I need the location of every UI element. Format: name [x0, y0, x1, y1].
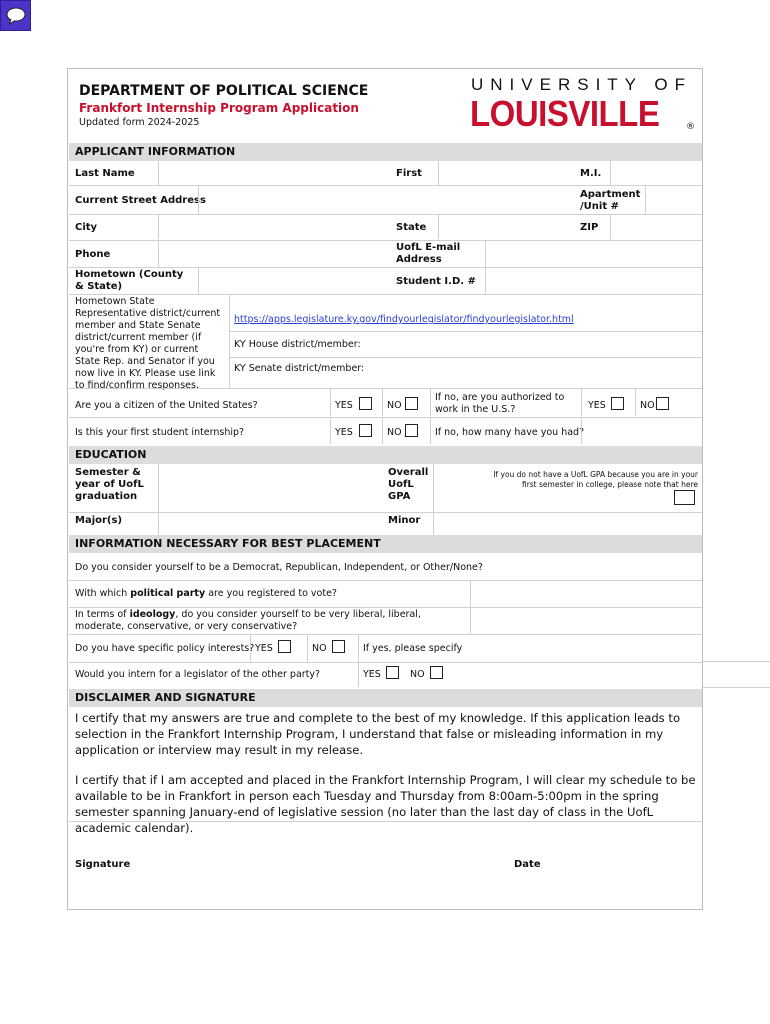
policy-no-label: NO: [312, 643, 327, 654]
policy-no-checkbox[interactable]: [332, 640, 345, 653]
zip-label: ZIP: [580, 222, 599, 233]
citizen-yes-checkbox[interactable]: [359, 397, 372, 410]
how-many-field[interactable]: [581, 419, 702, 443]
department-title: DEPARTMENT OF POLITICAL SCIENCE: [79, 83, 369, 99]
disclaimer-section-header: DISCLAIMER AND SIGNATURE: [69, 689, 702, 707]
hometown-label: Hometown (County & State): [75, 269, 184, 292]
logo-university-of: UNIVERSITY OF: [471, 75, 693, 94]
authorized-no-label: NO: [640, 400, 655, 411]
first-internship-question: Is this your first student internship?: [75, 427, 245, 438]
citizen-yes-label: YES: [335, 400, 353, 411]
party-identity-question: Do you consider yourself to be a Democrat, Republican, Independent, or Other/None?: [75, 562, 483, 573]
citizen-no-label: NO: [387, 400, 402, 411]
other-party-question: Would you intern for a legislator of the other party?: [75, 669, 321, 680]
graduation-field[interactable]: [158, 465, 383, 511]
ky-house-label: KY House district/member:: [234, 339, 361, 350]
authorized-yes-label: YES: [588, 400, 606, 411]
page-guide-line: [703, 661, 770, 662]
street-address-field[interactable]: [198, 187, 578, 213]
hometown-field[interactable]: [198, 269, 388, 293]
ideology-question: In terms of ideology, do you consider yourself to be very liberal, liberal, moderate, conservative, or very conservative?: [75, 609, 421, 632]
internship-no-checkbox[interactable]: [405, 424, 418, 437]
policy-specify-label: If yes, please specify: [363, 643, 463, 654]
citizen-question: Are you a citizen of the United States?: [75, 400, 258, 411]
applicant-section-header: APPLICANT INFORMATION: [69, 143, 702, 161]
signature-label: Signature: [75, 859, 131, 870]
email-field[interactable]: [485, 242, 702, 266]
minor-label: Minor: [388, 515, 421, 526]
other-party-yes-checkbox[interactable]: [386, 666, 399, 679]
majors-label: Major(s): [75, 515, 123, 526]
logo-louisville: LOUISVILLE: [470, 93, 660, 134]
ky-senate-label: KY Senate district/member:: [234, 363, 365, 374]
minor-field[interactable]: [433, 513, 702, 533]
middle-initial-label: M.I.: [580, 168, 602, 179]
last-name-field[interactable]: [158, 162, 388, 184]
state-field[interactable]: [438, 216, 578, 238]
registered-party-field[interactable]: [470, 581, 702, 605]
internship-yes-label: YES: [335, 427, 353, 438]
apartment-label: Apartment /Unit #: [580, 189, 641, 212]
policy-yes-label: YES: [255, 643, 273, 654]
application-form: [67, 68, 703, 910]
how-many-question: If no, how many have you had?: [435, 427, 585, 438]
city-field[interactable]: [158, 216, 388, 238]
program-subtitle: Frankfort Internship Program Application: [79, 101, 359, 115]
student-id-label: Student I.D. #: [396, 276, 476, 287]
middle-initial-field[interactable]: [610, 162, 702, 184]
chat-button[interactable]: [0, 0, 31, 31]
updated-note: Updated form 2024-2025: [79, 117, 200, 128]
last-name-label: Last Name: [75, 168, 135, 179]
other-party-no-checkbox[interactable]: [430, 666, 443, 679]
state-label: State: [396, 222, 427, 233]
zip-field[interactable]: [610, 216, 702, 238]
other-party-no-label: NO: [410, 669, 425, 680]
majors-field[interactable]: [158, 513, 383, 533]
gpa-note-checkbox[interactable]: [674, 490, 695, 505]
date-field[interactable]: [548, 839, 698, 875]
authorized-question: If no, are you authorized to work in the U.S.?: [435, 392, 565, 415]
policy-specify-field[interactable]: [463, 636, 702, 660]
authorized-no-checkbox[interactable]: [656, 397, 669, 410]
street-address-label: Current Street Address: [75, 195, 206, 206]
ky-house-field[interactable]: [358, 333, 702, 355]
ideology-field[interactable]: [470, 608, 702, 632]
placement-section-header: INFORMATION NECESSARY FOR BEST PLACEMENT: [69, 535, 702, 553]
party-identity-field[interactable]: [470, 555, 702, 579]
phone-field[interactable]: [158, 242, 388, 266]
university-logo: [468, 75, 698, 135]
graduation-label: Semester & year of UofL graduation: [75, 467, 144, 502]
first-name-field[interactable]: [438, 162, 578, 184]
disclaimer-paragraph-2: I certify that if I am accepted and placed in the Frankfort Internship Program, I will clear my schedule to be available to be in Frankfort in person each Tuesday and Thursday from 8:00am-5:00pm in the spring semester spanning January-end of legislative session (no later than the last day of class in the UofL academic calendar).: [75, 773, 696, 835]
gpa-note: If you do not have a UofL GPA because you are in your first semester in college, please note that here: [493, 470, 698, 489]
education-section-header: EDUCATION: [69, 446, 702, 464]
gpa-label: Overall UofL GPA: [388, 467, 429, 502]
registered-party-question: With which political party are you registered to vote?: [75, 588, 337, 599]
signature-field[interactable]: [148, 839, 508, 875]
student-id-field[interactable]: [485, 269, 702, 293]
other-party-yes-label: YES: [363, 669, 381, 680]
logo-registered-mark: ®: [686, 122, 695, 132]
phone-label: Phone: [75, 249, 111, 260]
internship-yes-checkbox[interactable]: [359, 424, 372, 437]
disclaimer-paragraph-1: I certify that my answers are true and complete to the best of my knowledge. If this application leads to selection in the Frankfort Internship Program, I understand that false or misleading information in my application or interview may result in my release.: [75, 711, 681, 757]
policy-interests-question: Do you have specific policy interests?: [75, 643, 255, 654]
apartment-field[interactable]: [645, 187, 702, 213]
representative-instructions: Hometown State Representative district/current member and State Senate district/current member (if you're from KY) or current State Rep. and Senator if you now live in KY. Please use link to find/confirm responses.: [75, 296, 221, 391]
authorized-yes-checkbox[interactable]: [611, 397, 624, 410]
ky-senate-field[interactable]: [358, 358, 702, 380]
date-label: Date: [514, 859, 541, 870]
policy-yes-checkbox[interactable]: [278, 640, 291, 653]
page-guide-line: [703, 687, 770, 688]
first-name-label: First: [396, 168, 422, 179]
speech-bubble-icon: [5, 6, 27, 26]
email-label: UofL E-mail Address: [396, 242, 461, 265]
find-legislator-link[interactable]: https://apps.legislature.ky.gov/findyourlegislator/findyourlegislator.html: [234, 314, 574, 325]
city-label: City: [75, 222, 98, 233]
citizen-no-checkbox[interactable]: [405, 397, 418, 410]
internship-no-label: NO: [387, 427, 402, 438]
